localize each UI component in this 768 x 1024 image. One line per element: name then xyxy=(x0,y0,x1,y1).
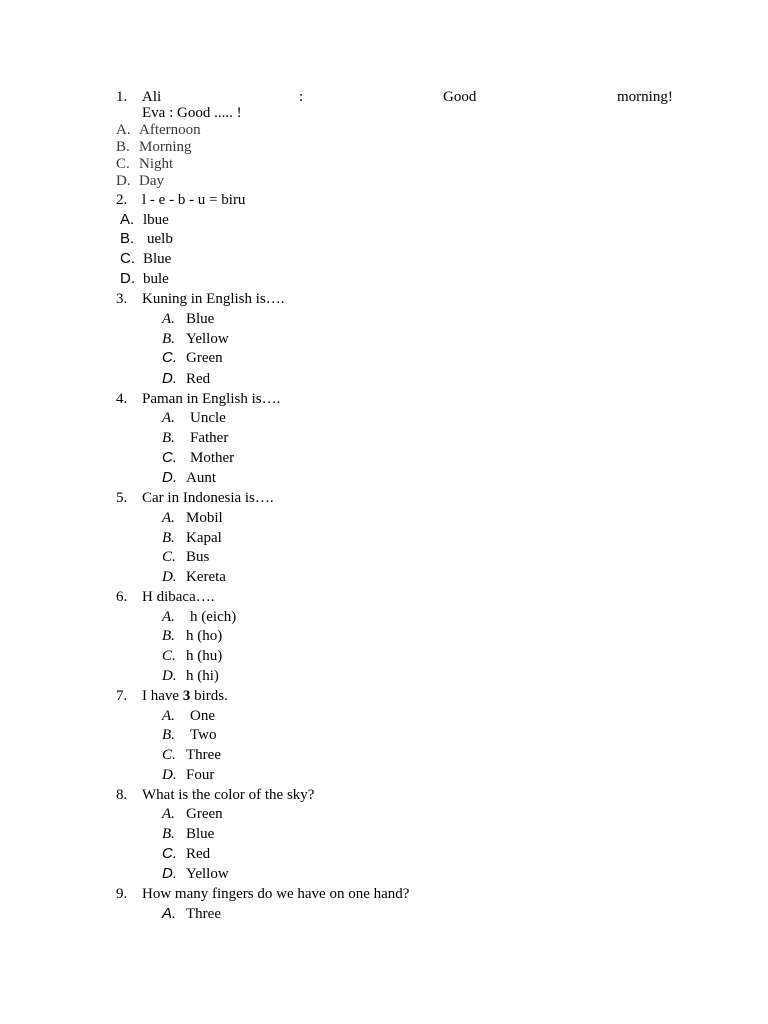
option-a xyxy=(162,409,226,427)
option-text: Yellow xyxy=(186,331,229,347)
option-b xyxy=(162,330,229,348)
question-number: 8. xyxy=(116,787,128,803)
option-letter: C. xyxy=(162,747,176,763)
question-text-bold: 3 xyxy=(182,688,191,704)
option-c xyxy=(116,155,174,173)
option-a xyxy=(162,608,237,626)
option-letter: A. xyxy=(162,609,175,625)
option-letter: D. xyxy=(162,767,177,783)
option-b xyxy=(162,429,229,447)
option-letter: D. xyxy=(120,270,135,287)
question-text: Paman in English is…. xyxy=(142,391,281,407)
option-text: Aunt xyxy=(186,470,216,486)
option-c xyxy=(162,845,211,863)
question-number: 2. xyxy=(116,192,128,208)
option-text: Uncle xyxy=(190,410,226,426)
dialogue-word: morning! xyxy=(617,89,673,105)
option-letter: A. xyxy=(116,122,131,138)
option-letter: C. xyxy=(162,549,176,565)
option-letter: A. xyxy=(162,806,175,822)
question-number: 9. xyxy=(116,886,128,902)
question-text: l - e - b - u = biru xyxy=(142,192,246,208)
option-text: h (eich) xyxy=(190,609,237,625)
option-d xyxy=(162,766,215,784)
option-letter: A. xyxy=(162,510,175,526)
option-b xyxy=(162,825,215,843)
question-number: 6. xyxy=(116,589,128,605)
option-a xyxy=(162,310,215,328)
dialogue-speaker: Ali xyxy=(142,89,162,105)
option-letter: D. xyxy=(162,668,177,684)
option-a xyxy=(116,121,201,139)
option-a xyxy=(162,707,215,725)
option-text: Mobil xyxy=(186,510,223,526)
option-d xyxy=(162,469,216,487)
option-letter: C. xyxy=(162,845,177,862)
option-c xyxy=(162,746,221,764)
option-letter: B. xyxy=(162,430,175,446)
question-text-part: I have xyxy=(142,688,180,704)
option-d xyxy=(162,667,219,685)
option-text: Three xyxy=(186,747,221,763)
option-b xyxy=(120,230,173,248)
option-text: Kapal xyxy=(186,530,222,546)
option-text: h (hu) xyxy=(186,648,223,664)
option-letter: C. xyxy=(162,449,177,466)
option-d xyxy=(116,172,164,190)
option-text: Green xyxy=(186,350,223,366)
option-letter: A. xyxy=(162,905,177,922)
option-letter: A. xyxy=(162,311,175,327)
option-a xyxy=(162,805,223,823)
option-text: Blue xyxy=(186,311,215,327)
option-text: Afternoon xyxy=(139,122,201,138)
option-letter: B. xyxy=(162,727,175,743)
option-text: Kereta xyxy=(186,569,226,585)
question-number: 7. xyxy=(116,688,128,704)
option-b xyxy=(162,726,217,744)
option-text: Two xyxy=(190,727,217,743)
dialogue-line-2: Eva : Good ..... ! xyxy=(142,105,242,121)
option-text: Mother xyxy=(190,450,235,466)
question-text: How many fingers do we have on one hand? xyxy=(142,886,410,902)
option-text: lbue xyxy=(143,212,169,228)
option-text: One xyxy=(190,708,215,724)
dialogue-colon: : xyxy=(299,89,304,105)
option-letter: B. xyxy=(162,628,175,644)
option-letter: D. xyxy=(162,865,177,882)
option-text: Bus xyxy=(186,549,210,565)
option-letter: C. xyxy=(120,250,135,267)
option-b xyxy=(162,529,222,547)
question-text: H dibaca…. xyxy=(142,589,215,605)
option-a xyxy=(162,905,221,923)
option-d xyxy=(162,568,226,586)
option-c xyxy=(162,647,223,665)
option-text: Green xyxy=(186,806,223,822)
option-c xyxy=(162,449,235,467)
option-text: Father xyxy=(190,430,229,446)
option-d xyxy=(162,865,229,883)
option-text: Day xyxy=(139,173,164,189)
option-text: Morning xyxy=(139,139,192,155)
option-letter: B. xyxy=(162,826,175,842)
option-text: Blue xyxy=(143,251,172,267)
option-text: h (hi) xyxy=(186,668,219,684)
option-text: uelb xyxy=(147,231,173,247)
option-text: Night xyxy=(139,156,174,172)
option-a xyxy=(162,509,223,527)
option-letter: C. xyxy=(162,349,177,366)
option-letter: A. xyxy=(120,211,135,228)
option-text: Red xyxy=(186,371,211,387)
option-letter: D. xyxy=(162,469,177,486)
option-b xyxy=(116,138,192,156)
dialogue-word: Good xyxy=(443,89,477,105)
option-letter: D. xyxy=(162,569,177,585)
option-letter: B. xyxy=(162,331,175,347)
option-letter: C. xyxy=(162,648,176,664)
option-c xyxy=(120,250,172,268)
option-c xyxy=(162,349,223,367)
option-text: Blue xyxy=(186,826,215,842)
option-letter: D. xyxy=(162,370,177,387)
option-text: h (ho) xyxy=(186,628,223,644)
question-text: Car in Indonesia is…. xyxy=(142,490,274,506)
option-letter: B. xyxy=(120,230,135,247)
question-number: 5. xyxy=(116,490,128,506)
option-d xyxy=(120,270,169,288)
option-letter: A. xyxy=(162,708,175,724)
question-text: Kuning in English is…. xyxy=(142,291,285,307)
option-text: Four xyxy=(186,767,215,783)
question-text-part: birds. xyxy=(194,688,228,704)
question-text xyxy=(142,687,228,705)
option-letter: C. xyxy=(116,156,130,172)
question-number: 3. xyxy=(116,291,128,307)
option-text: Three xyxy=(186,906,221,922)
option-letter: B. xyxy=(116,139,130,155)
option-letter: A. xyxy=(162,410,175,426)
option-text: Yellow xyxy=(186,866,229,882)
option-b xyxy=(162,627,223,645)
option-c xyxy=(162,548,210,566)
option-text: bule xyxy=(143,271,169,287)
option-letter: D. xyxy=(116,173,131,189)
option-letter: B. xyxy=(162,530,175,546)
option-d xyxy=(162,370,211,388)
option-a xyxy=(120,211,169,229)
question-number: 1. xyxy=(116,89,128,105)
question-text: What is the color of the sky? xyxy=(142,787,315,803)
question-number: 4. xyxy=(116,391,128,407)
option-text: Red xyxy=(186,846,211,862)
